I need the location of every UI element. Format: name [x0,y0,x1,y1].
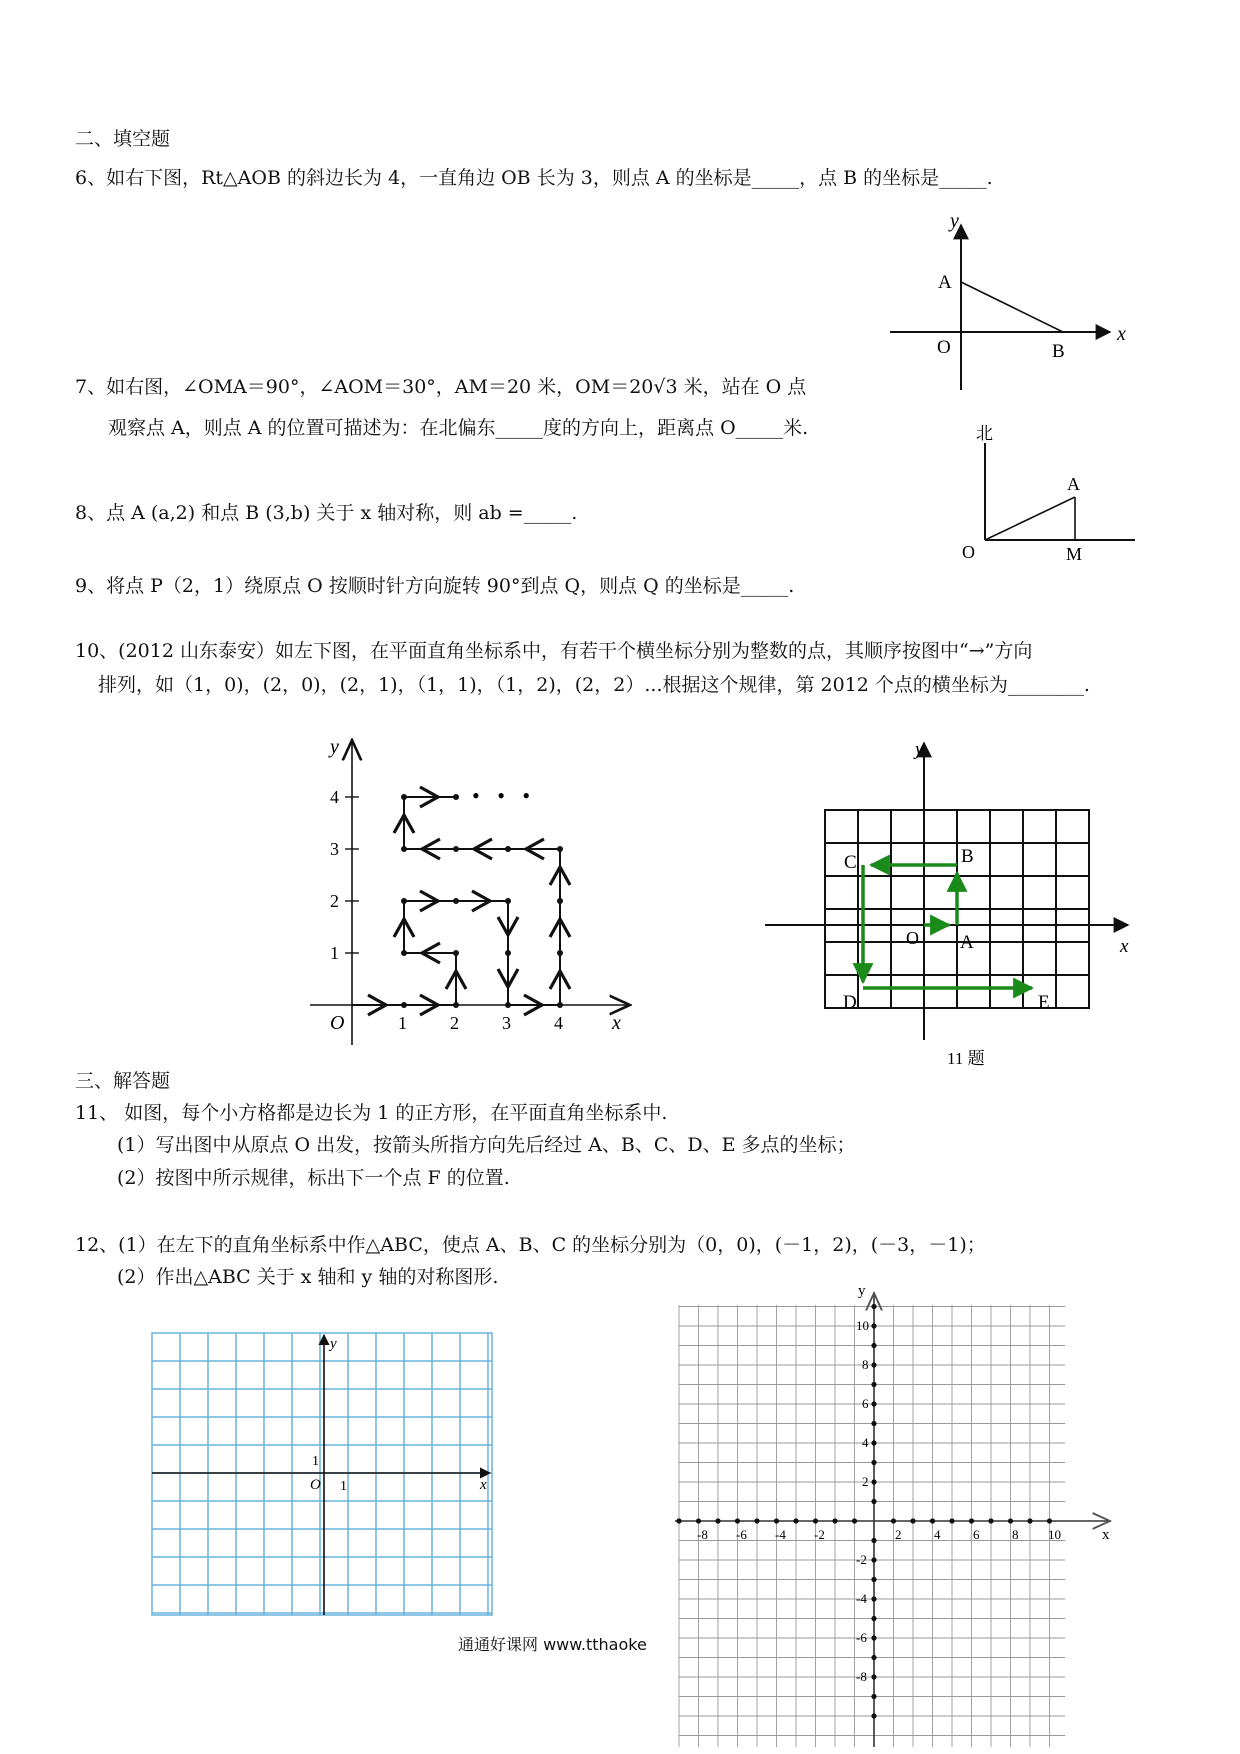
y-label: y [950,210,959,232]
green-path [863,865,1032,988]
x-tick-8: 8 [1012,1527,1019,1542]
gray-grid [679,1305,1065,1747]
y-tick--8: -8 [856,1669,867,1684]
x-axis-dot [930,1518,935,1523]
x-axis-dot [715,1518,720,1523]
x-tick-4: 4 [934,1527,941,1542]
figure-q7 [950,425,1140,570]
y-axis-dot [871,1499,876,1504]
y-tick-4: 4 [862,1435,869,1450]
y-tick-4: 4 [330,787,339,807]
y-axis-dot [871,1401,876,1406]
point-m-label: M [1066,544,1083,564]
y-axis-dot [871,1655,876,1660]
x-axis-dot [754,1518,759,1523]
y-axis-dot [871,1577,876,1582]
point-c-label: C [844,852,857,873]
x-tick-2: 2 [895,1527,902,1542]
y-axis-dot [871,1713,876,1718]
y-tick-10: 10 [856,1318,869,1333]
x-label: x [1102,1527,1110,1543]
question-8: 8、点 A (a,2) 和点 B (3,b) 关于 x 轴对称，则 ab =_____. [75,502,578,524]
figure-q6 [880,210,1140,400]
x-axis-dot [949,1518,954,1523]
figure-q10 [300,735,640,1045]
y-axis-dot [871,1596,876,1601]
y-tick--4: -4 [856,1591,867,1606]
x-axis-dot [813,1518,818,1523]
segment-oa [985,497,1075,540]
x-axis-dot [832,1518,837,1523]
y-axis-dot [871,1440,876,1445]
y-axis-dot [871,1479,876,1484]
x-axis-dot [1027,1518,1032,1523]
x-tick-1: 1 [398,1013,407,1033]
x-tick--2: -2 [814,1527,825,1542]
y-tick-2: 2 [862,1474,869,1489]
y-axis-dot [871,1694,876,1699]
north-label: 北 [976,424,993,443]
x-axis-dot [988,1518,993,1523]
figure-q11 [760,740,1140,1075]
x-axis-dot [891,1518,896,1523]
x-label: x [480,1477,487,1493]
question-10-line1: 10、(2012 山东泰安）如左下图，在平面直角坐标系中，有若干个横坐标分别为整数的点，其顺序按图中“→”方向 [75,640,1033,662]
point-a-label: A [938,272,952,293]
figure-q12-left [150,1330,500,1630]
x-tick-6: 6 [973,1527,980,1542]
y-tick--2: -2 [856,1552,867,1567]
question-11-sub2: (2）按图中所示规律，标出下一个点 F 的位置. [117,1167,510,1189]
x-axis-dot [910,1518,915,1523]
question-11-sub1: (1）写出图中从原点 O 出发，按箭头所指方向先后经过 A、B、C、D、E 多点的坐标； [117,1134,856,1156]
figure-caption: 11 题 [947,1049,985,1068]
y-axis-dot [871,1362,876,1367]
x-axis-dot [793,1518,798,1523]
question-10-line2: 排列，如（1，0)，(2，0)，(2，1)，（1，1)，（1，2)，(2，2）...根据这个规律，第 2012 个点的横坐标为________. [98,674,1090,696]
question-12-line1: 12、(1）在左下的直角坐标系中作△ABC，使点 A、B、C 的坐标分别为（0，0)，(－1，2)，(－3，－1)； [75,1234,986,1256]
y-tick-2: 2 [330,891,339,911]
point-e-label: E [1038,992,1050,1013]
x-axis-dot [969,1518,974,1523]
x-axis-dot [696,1518,701,1523]
point-a-label: A [1067,474,1080,494]
y-axis-dot [871,1635,876,1640]
y-axis-dot [871,1538,876,1543]
segment-ab [961,282,1063,332]
point-a-label: A [960,932,974,953]
x-label: x [1117,323,1126,345]
unit-x-label: 1 [340,1479,347,1494]
origin-label: O [937,337,951,358]
x-axis-dot [1047,1518,1052,1523]
x-tick--6: -6 [736,1527,747,1542]
section2-title: 二、填空题 [75,128,171,150]
y-tick-6: 6 [862,1396,869,1411]
y-axis-dot [871,1421,876,1426]
x-tick-10: 10 [1048,1527,1061,1542]
x-tick-3: 3 [502,1013,511,1033]
question-11-line1: 11、 如图，每个小方格都是边长为 1 的正方形，在平面直角坐标系中. [75,1102,668,1124]
question-6: 6、如右下图，Rt△AOB 的斜边长为 4，一直角边 OB 长为 3，则点 A 的坐标是_____，点 B 的坐标是_____. [75,167,993,189]
y-axis-dot [871,1382,876,1387]
y-axis-dot [871,1323,876,1328]
blue-grid [152,1333,492,1615]
y-axis-dot [871,1460,876,1465]
x-axis-dot [735,1518,740,1523]
y-axis-dot [871,1616,876,1621]
origin-label: O [310,1477,321,1493]
question-12-line2: (2）作出△ABC 关于 x 轴和 y 轴的对称图形. [117,1266,499,1288]
y-tick-3: 3 [330,839,339,859]
x-axis-dot [676,1518,681,1523]
x-axis-dot [1008,1518,1013,1523]
origin-label: O [330,1012,345,1034]
y-tick-8: 8 [862,1357,869,1372]
unit-y-label: 1 [312,1454,319,1469]
x-tick--4: -4 [775,1527,786,1542]
y-axis-dot [871,1674,876,1679]
x-label: x [1120,936,1129,957]
origin-label: O [962,542,975,562]
y-tick--6: -6 [856,1630,867,1645]
y-tick-1: 1 [330,943,339,963]
y-label: y [330,736,339,758]
continuation-dots: • • • [472,783,537,808]
y-axis-dot [871,1343,876,1348]
point-d-label: D [843,992,857,1013]
x-tick--8: -8 [697,1527,708,1542]
x-label: x [612,1012,621,1034]
x-tick-2: 2 [450,1013,459,1033]
y-label: y [915,739,924,760]
y-label: y [330,1336,337,1352]
origin-label: O [906,928,919,948]
x-tick-4: 4 [554,1013,563,1033]
watermark: 通通好课网 www.tthaoke [458,1635,647,1654]
x-axis-dot [774,1518,779,1523]
y-axis-dot [871,1304,876,1309]
point-b-label: B [1052,341,1065,362]
y-axis-dot [871,1557,876,1562]
section3-title: 三、解答题 [75,1070,171,1092]
figure-q12-right [670,1285,1120,1750]
question-9: 9、将点 P（2，1）绕原点 O 按顺时针方向旋转 90°到点 Q，则点 Q 的坐标是_____. [75,575,795,597]
point-b-label: B [961,846,974,867]
y-label: y [858,1283,866,1299]
question-7-line2: 观察点 A，则点 A 的位置可描述为：在北偏东_____度的方向上，距离点 O_____米. [108,417,809,439]
question-7-line1: 7、如右图，∠OMA＝90°，∠AOM＝30°，AM＝20 米，OM＝20√3 米，站在 O 点 [75,376,807,398]
x-axis-dot [852,1518,857,1523]
